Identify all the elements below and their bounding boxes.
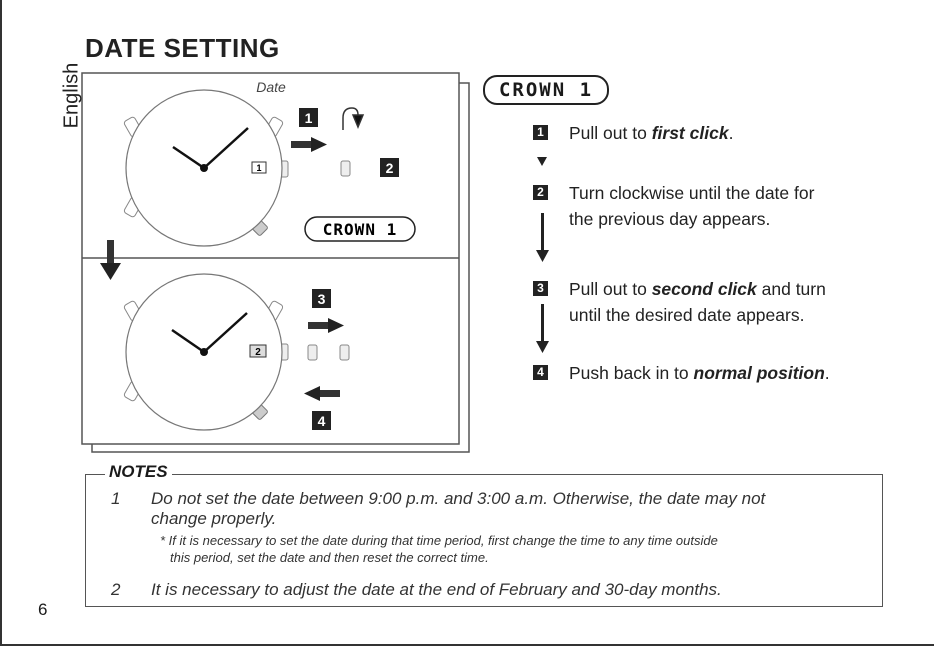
step-text: Pull out to	[569, 123, 652, 143]
note-text: this period, set the date and then reset the correct time.	[170, 550, 489, 565]
svg-text:4: 4	[317, 413, 326, 429]
step-text: Pull out to	[569, 279, 652, 299]
note-number: 2	[111, 580, 121, 599]
crown-1-label: CROWN 1	[483, 75, 609, 105]
step-text: Turn clockwise until the date for	[569, 183, 815, 203]
step-2-text	[569, 180, 814, 232]
page-title: DATE SETTING	[85, 33, 280, 63]
step-text: until the desired date appears.	[569, 305, 805, 325]
step-text: the previous day appears.	[569, 209, 771, 229]
note-number: 1	[111, 489, 121, 508]
svg-text:2: 2	[255, 347, 261, 358]
step-badge: 2	[533, 185, 548, 200]
step-text: and turn	[756, 279, 826, 299]
step-text: Push back in to	[569, 363, 694, 383]
crown-label: CROWN 1	[322, 220, 398, 239]
step-1-text	[569, 120, 733, 146]
page-number: 6	[38, 600, 48, 619]
date-window-value: 1	[256, 163, 262, 173]
step-badge: 3	[533, 281, 548, 296]
note-2-text: It is necessary to adjust the date at the end of February and 30-day months.	[151, 580, 722, 599]
step-3-text	[569, 276, 826, 328]
date-label: Date	[256, 79, 286, 95]
step-arrow-icon	[536, 213, 549, 262]
step-emphasis: first click	[651, 123, 729, 143]
step-arrow-icon	[536, 304, 549, 353]
notes-label: NOTES	[105, 462, 172, 482]
svg-text:2: 2	[385, 160, 394, 176]
step-text: .	[728, 123, 734, 143]
svg-text:3: 3	[317, 291, 326, 307]
crown-pulled-icon	[341, 161, 350, 176]
step-arrow-icon	[537, 157, 547, 166]
note-text: * If it is necessary to set the date during that time period, first change the time to any time outside	[160, 533, 718, 548]
note-text: Do not set the date between 9:00 p.m. and 3:00 a.m. Otherwise, the date may not	[151, 489, 766, 508]
note-1-text	[151, 489, 765, 529]
svg-text:1: 1	[304, 110, 313, 126]
language-label: English	[60, 62, 83, 129]
note-1-subnote	[160, 532, 718, 566]
step-text: .	[824, 363, 830, 383]
step-badge: 1	[533, 125, 548, 140]
note-text: change properly.	[151, 509, 277, 528]
step-emphasis: normal position	[693, 363, 825, 383]
step-badge: 4	[533, 365, 548, 380]
step-emphasis: second click	[651, 279, 757, 299]
step-4-text	[569, 360, 830, 386]
